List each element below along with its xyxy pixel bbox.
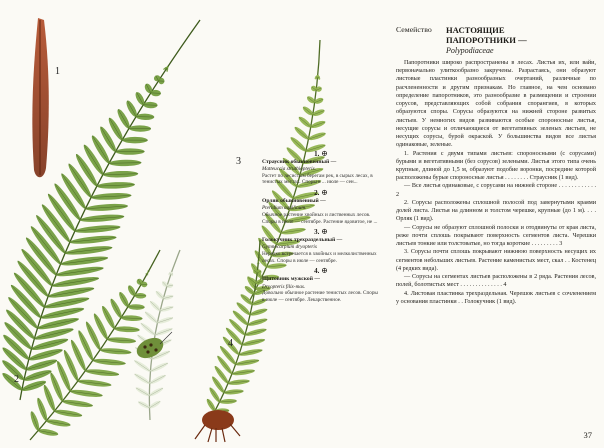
caption-title: Орляк обыкновенный — (262, 198, 380, 205)
figure-number-1: 1 (55, 66, 60, 77)
caption-number: 4. (314, 267, 319, 275)
ostrich-fern-fertile-frond (32, 18, 48, 177)
plate-captions (262, 150, 380, 307)
caption-description: Растет по лесистым берегам рек, в сырых лесах, в тенистых местах. Споры в ... июле — сен... (262, 173, 380, 186)
family-name: НАСТОЯЩИЕ (446, 26, 505, 36)
caption-1 (262, 150, 380, 186)
family-latin-name: Polypodiaceae (396, 46, 596, 55)
fern-symbol-icon: ⊕ (321, 266, 328, 275)
caption-number: 3. (314, 228, 319, 236)
caption-title: Щитовник мужской — (262, 276, 380, 283)
intro-paragraph: Папоротники широко распространены в лесах. Листья их, или вайи, первоначально улиткообразно закручены. Разрастаясь, они образуют листовые пластинки разнообразных очертаний, различные по расчлененности и другим признакам. Но главное, на чем основано определение папоротников, это разнообразие в размещении и строении сорусов, представляющих собой собрания спорангиев, в которых образуются споры. Сорусы образуются на нижней стороне развитых листьев. У немногих видов развиваются особые спороносные листья, несущие сорусы и отличающиеся от вегетативных зеленых листьев, не несущих сорусы, бурой окраской. У большинства видов все листья одинаковые, зеленые. (396, 59, 596, 150)
key-step: 3. Сорусы почти сплошь покрывают нижнюю поверхность несущих их сегментов небольших листьев. Растение каменистых мест, скал . . Костенец (4 редких вида). (396, 248, 596, 273)
key-step: 2. Сорусы расположены сплошной полосой под завернутыми краями долей листа. Листья на длинном и толстом черешке, крупные (до 1 м). . . . Орляк (1 вид). (396, 199, 596, 224)
caption-latin-name: Dryopteris filix-mas. (262, 284, 380, 291)
key-step: — Сорусы на сегментах листьев расположены в 2 ряда. Растения лесов, полей, болотистых мест . . . . . . . . . . . . . . 4 (396, 273, 596, 289)
caption-description: Обычное растение хвойных и лиственных лесов. Споры в июле — сентябре. Растение ядовитое, не ... (262, 212, 380, 225)
identification-key-text (396, 59, 596, 399)
caption-description: Нередко встречается в хвойных и мелколиственных лесах. Споры в июле — сентябре. (262, 251, 380, 264)
caption-title: Страусник обыкновенный — (262, 159, 380, 166)
fern-symbol-icon: ⊕ (321, 188, 328, 197)
caption-latin-name: Gymnocarpium dryopteris (262, 244, 380, 251)
family-label: Семейство (396, 26, 442, 36)
fern-rhizome (195, 410, 240, 442)
key-step: — Сорусы не образуют сплошной полоски и отодвинуты от края листа, реже почти сплошь покрывают поверхность сегментов листа. Черешки листьев тонкие или толстоватые, но тогда короткие . . . . . . . . . 3 (396, 224, 596, 249)
figure-number-2: 2 (14, 374, 19, 385)
text-page (396, 26, 596, 440)
caption-latin-name: Pteridium aquilinum. (262, 205, 380, 212)
caption-number: 1. (314, 150, 319, 158)
page-number: 37 (584, 430, 593, 440)
caption-title: Голокучник трехраздельный — (262, 237, 380, 244)
key-step: 4. Листовая пластинка трехраздельная. Черешок листьев с сочленением у основания пластинки . . Голокучник (1 вид). (396, 290, 596, 306)
caption-latin-name: Matteuccia struthiopteris. (262, 166, 380, 173)
figure-number-3: 3 (236, 156, 241, 167)
fern-symbol-icon: ⊕ (321, 149, 328, 158)
caption-3 (262, 228, 380, 264)
male-fern-frond (205, 240, 268, 420)
caption-4 (262, 267, 380, 303)
ostrich-fern-sterile-frond (0, 20, 200, 400)
figure-number-4: 4 (228, 338, 233, 349)
caption-2 (262, 189, 380, 225)
caption-description: Довольно обычное растение тенистых лесов. Споры в июле — сентябре. Лекарственное. (262, 290, 380, 303)
family-heading (396, 26, 596, 55)
key-step: 1. Растения с двумя типами листьев: спороносными (с сорусами) бурыми и вегетативными (без сорусов) зелеными. Листья этого типа очень крупные, длиной до 1,5 м, образуют подобие воронки, посредине которой расположены бурые спороносные листья . . . . . . . . Страусник (1 вид). (396, 150, 596, 183)
family-name-continued: ПАПОРОТНИКИ — (446, 35, 527, 45)
outline-frond (133, 250, 180, 420)
fern-symbol-icon: ⊕ (321, 227, 328, 236)
caption-number: 2. (314, 189, 319, 197)
key-step: — Все листья одинаковые, с сорусами на нижней стороне . . . . . . . . . . . . 2 (396, 182, 596, 198)
